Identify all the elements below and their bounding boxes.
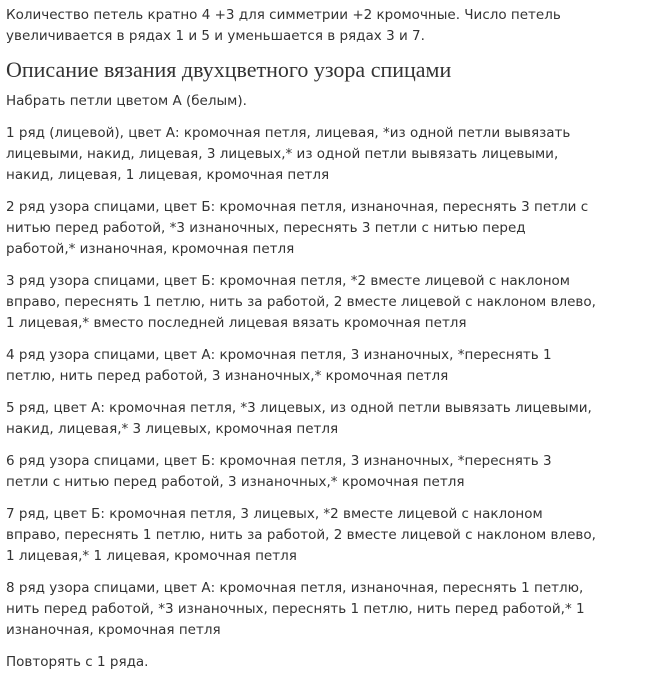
instruction-row-4: 4 ряд узора спицами, цвет А: кромочная петля, 3 изнаночных, *переснять 1 петлю, нить перед работой, 3 изнаночных,* кромочная петля — [6, 347, 552, 384]
article — [6, 5, 646, 673]
instruction-row-3: 3 ряд узора спицами, цвет Б: кромочная петля, *2 вместе лицевой с наклоном вправо, переснять 1 петлю, нить за работой, 2 вместе лицевой с наклоном влево, 1 лицевая,* вместо последней лицевая вязать кромочная петля — [6, 273, 596, 331]
section-heading: Описание вязания двухцветного узора спицами — [6, 57, 452, 82]
instruction-row-6: 6 ряд узора спицами, цвет Б: кромочная петля, 3 изнаночных, *переснять 3 петли с нитью перед работой, 3 изнаночных,* кромочная петля — [6, 453, 552, 490]
instruction-row-2: 2 ряд узора спицами, цвет Б: кромочная петля, изнаночная, переснять 3 петли с нитью перед работой, *3 изнаночных, переснять 3 петли с нитью перед работой,* изнаночная, кромочная петля — [6, 199, 589, 257]
instruction-row-8: 8 ряд узора спицами, цвет А: кромочная петля, изнаночная, переснять 1 петлю, нить перед работой, *3 изнаночных, переснять 1 петлю, нить перед работой,* 1 изнаночная, кромочная петля — [6, 580, 585, 638]
instruction-row-5: 5 ряд, цвет А: кромочная петля, *3 лицевых, из одной петли вывязать лицевыми, накид, лицевая,* 3 лицевых, кромочная петля — [6, 400, 592, 437]
instruction-cast-on: Набрать петли цветом А (белым). — [6, 93, 247, 109]
instruction-row-7: 7 ряд, цвет Б: кромочная петля, 3 лицевых, *2 вместе лицевой с наклоном вправо, переснять 1 петлю, нить за работой, 2 вместе лицевой с наклоном влево, 1 лицевая,* 1 лицевая, кромочная петля — [6, 506, 596, 564]
instruction-repeat: Повторять с 1 ряда. — [6, 654, 149, 670]
instruction-row-1: 1 ряд (лицевой), цвет А: кромочная петля, лицевая, *из одной петли вывязать лицевыми, накид, лицевая, 3 лицевых,* из одной петли вывязать лицевыми, накид, лицевая, 1 лицевая, кромочная петля — [6, 125, 571, 183]
intro-text: Количество петель кратно 4 +3 для симметрии +2 кромочные. Число петель увеличивается в рядах 1 и 5 и уменьшается в рядах 3 и 7. — [6, 7, 561, 44]
